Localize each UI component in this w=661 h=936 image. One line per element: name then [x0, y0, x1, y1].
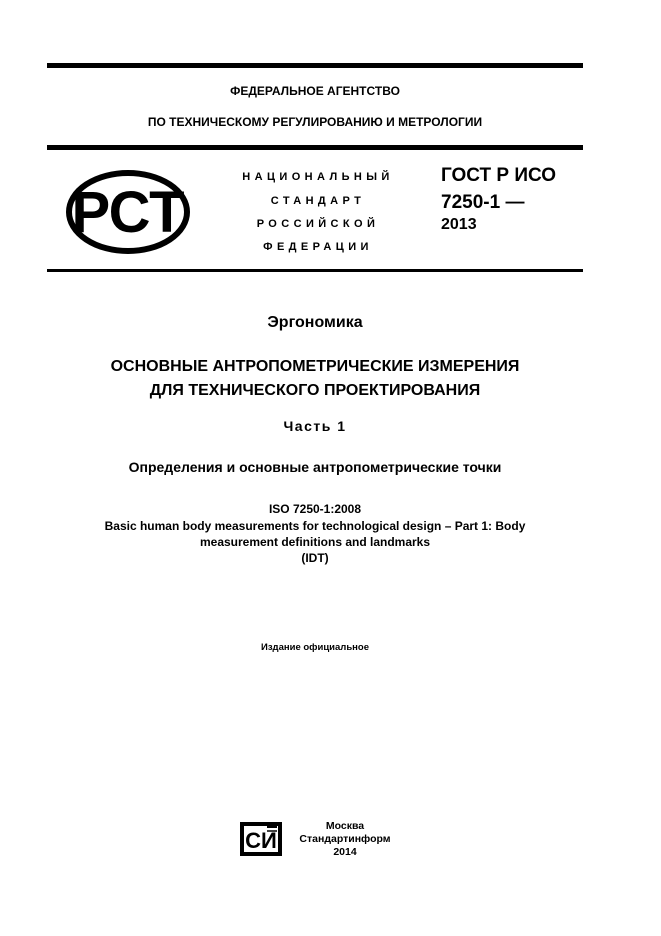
agency-line-1: ФЕДЕРАЛЬНОЕ АГЕНТСТВО — [230, 84, 400, 98]
logo-lettering: РСТ — [71, 180, 185, 245]
standartinform-logo-icon — [239, 821, 283, 857]
gost-designation-line-1: ГОСТ Р ИСО — [441, 165, 557, 186]
standard-type-line-2: СТАНДАРТ — [270, 195, 366, 207]
publisher-city: Москва — [325, 820, 365, 832]
standard-rule — [47, 269, 583, 272]
edition-label: Издание официальное — [261, 642, 369, 653]
iso-code: ISO 7250-1:2008 — [268, 502, 362, 516]
iso-equivalence: (IDT) — [301, 551, 329, 565]
top-rule — [47, 63, 583, 68]
rst-certification-mark-icon — [66, 170, 190, 254]
gost-designation-line-3: 2013 — [441, 216, 477, 233]
iso-english-title-line-2: measurement definitions and landmarks — [199, 535, 431, 549]
publisher-logo-lettering: СИ — [245, 828, 277, 853]
agency-line-2: ПО ТЕХНИЧЕСКОМУ РЕГУЛИРОВАНИЮ И МЕТРОЛОГИИ — [147, 115, 483, 129]
agency-rule — [47, 145, 583, 150]
standard-type-line-3: РОССИЙСКОЙ — [256, 218, 380, 230]
topic-title: Эргономика — [267, 314, 363, 331]
standard-type-line-1: НАЦИОНАЛЬНЫЙ — [242, 171, 394, 183]
main-title-line-1: ОСНОВНЫЕ АНТРОПОМЕТРИЧЕСКИЕ ИЗМЕРЕНИЯ — [110, 358, 520, 375]
subtitle: Определения и основные антропометрические точки — [128, 459, 502, 475]
main-title-line-2: ДЛЯ ТЕХНИЧЕСКОГО ПРОЕКТИРОВАНИЯ — [149, 382, 481, 399]
publisher-name: Стандартинформ — [299, 833, 391, 845]
gost-designation-line-2: 7250-1 — — [441, 192, 525, 213]
publisher-year: 2014 — [333, 846, 357, 858]
iso-english-title-line-1: Basic human body measurements for technological design – Part 1: Body — [104, 519, 526, 533]
part-title: Часть 1 — [283, 418, 347, 434]
standard-type-line-4: ФЕДЕРАЦИИ — [263, 241, 373, 253]
